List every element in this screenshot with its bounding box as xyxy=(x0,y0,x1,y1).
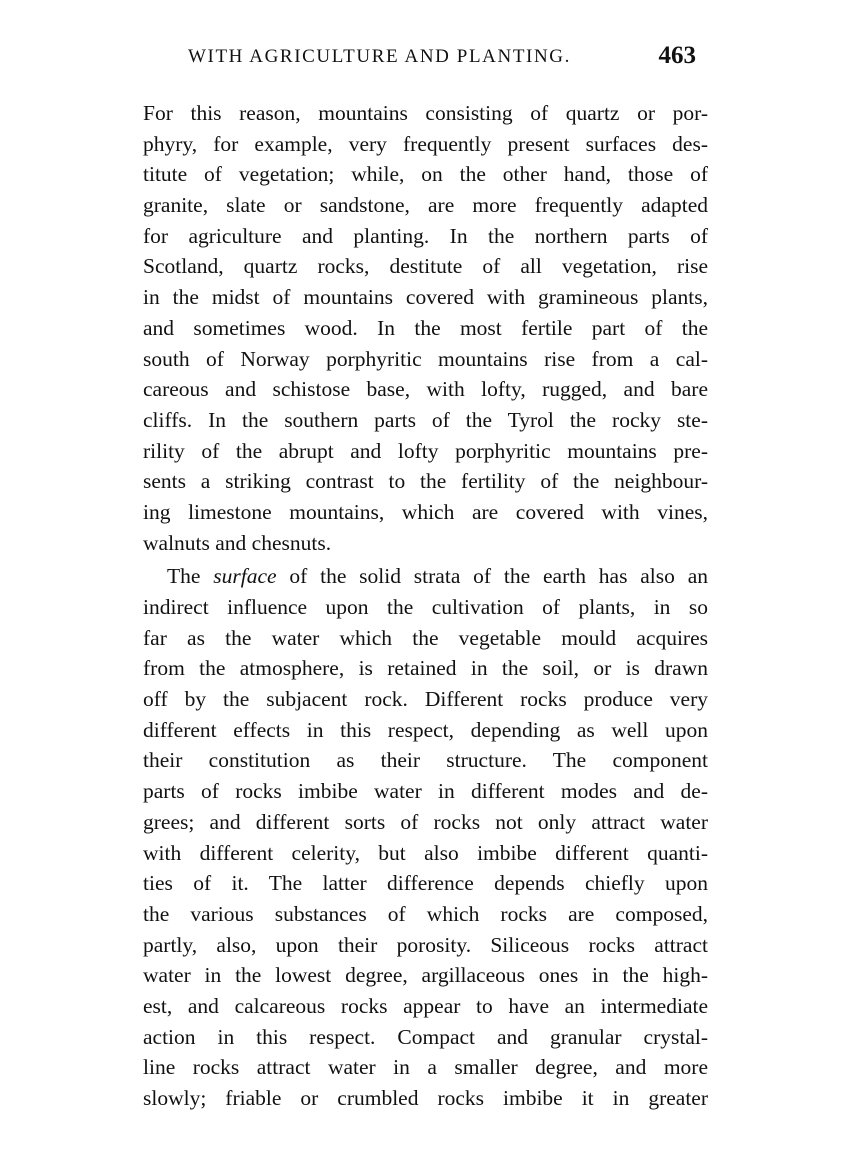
text-line: slowly; friable or crumbled rocks imbibe it in greater xyxy=(143,1086,708,1110)
text-line: ing limestone mountains, which are covered with vines, xyxy=(143,499,708,524)
text-line: est, and calcareous rocks appear to have an intermediate xyxy=(143,993,708,1018)
text-line: For this reason, mountains consisting of quartz or por- xyxy=(143,101,708,125)
text-line: their constitution as their structure. The component xyxy=(143,748,708,773)
text-line: for agriculture and planting. In the northern parts of xyxy=(143,223,708,248)
text-line: different effects in this respect, depending as well upon xyxy=(143,717,708,742)
text-line: cliffs. In the southern parts of the Tyrol the rocky ste- xyxy=(143,407,708,432)
page-number: 463 xyxy=(658,42,696,69)
text-line: parts of rocks imbibe water in different modes and de- xyxy=(143,779,708,804)
text-line xyxy=(143,561,708,592)
text-line: ties of it. The latter difference depends chiefly upon xyxy=(143,871,708,896)
text-line: careous and schistose base, with lofty, rugged, and bare xyxy=(143,377,708,402)
text-line: rility of the abrupt and lofty porphyritic mountains pre- xyxy=(143,438,708,463)
text-line: partly, also, upon their porosity. Siliceous rocks attract xyxy=(143,932,708,957)
text-line: south of Norway porphyritic mountains rise from a cal- xyxy=(143,346,708,371)
text-line: walnuts and chesnuts. xyxy=(143,530,332,555)
text-line: from the atmosphere, is retained in the soil, or is drawn xyxy=(143,656,708,681)
text-line: Scotland, quartz rocks, destitute of all vegetation, rise xyxy=(143,254,708,279)
text-line: granite, slate or sandstone, are more frequently adapted xyxy=(143,193,708,218)
text-line: indirect influence upon the cultivation of plants, in so xyxy=(143,595,708,619)
text-run: The xyxy=(167,564,214,589)
emphasized-word: surface xyxy=(213,564,277,589)
text-line: off by the subjacent rock. Different rocks produce very xyxy=(143,687,708,712)
paragraph-2 xyxy=(143,561,708,1113)
text-line: sents a striking contrast to the fertility of the neighbour- xyxy=(143,469,708,494)
text-line: with different celerity, but also imbibe different quanti- xyxy=(143,840,708,865)
text-line: and sometimes wood. In the most fertile part of the xyxy=(143,315,708,340)
text-line: the various substances of which rocks are composed, xyxy=(143,901,708,926)
text-line: in the midst of mountains covered with gramineous plants, xyxy=(143,285,708,310)
text-line: water in the lowest degree, argillaceous ones in the high- xyxy=(143,963,708,988)
text-run: of the solid strata of the earth has also an xyxy=(276,564,708,589)
text-line: phyry, for example, very frequently present surfaces des- xyxy=(143,131,708,156)
paragraph-1 xyxy=(143,98,708,558)
text-line: action in this respect. Compact and granular crystal- xyxy=(143,1024,708,1049)
running-title: WITH AGRICULTURE AND PLANTING. xyxy=(188,46,571,67)
text-line: titute of vegetation; while, on the other hand, those of xyxy=(143,162,708,187)
running-header xyxy=(188,42,708,74)
text-line: grees; and different sorts of rocks not only attract water xyxy=(143,809,708,834)
text-line: line rocks attract water in a smaller degree, and more xyxy=(143,1055,708,1080)
text-line: far as the water which the vegetable mould acquires xyxy=(143,625,708,650)
page-body xyxy=(143,98,708,1114)
